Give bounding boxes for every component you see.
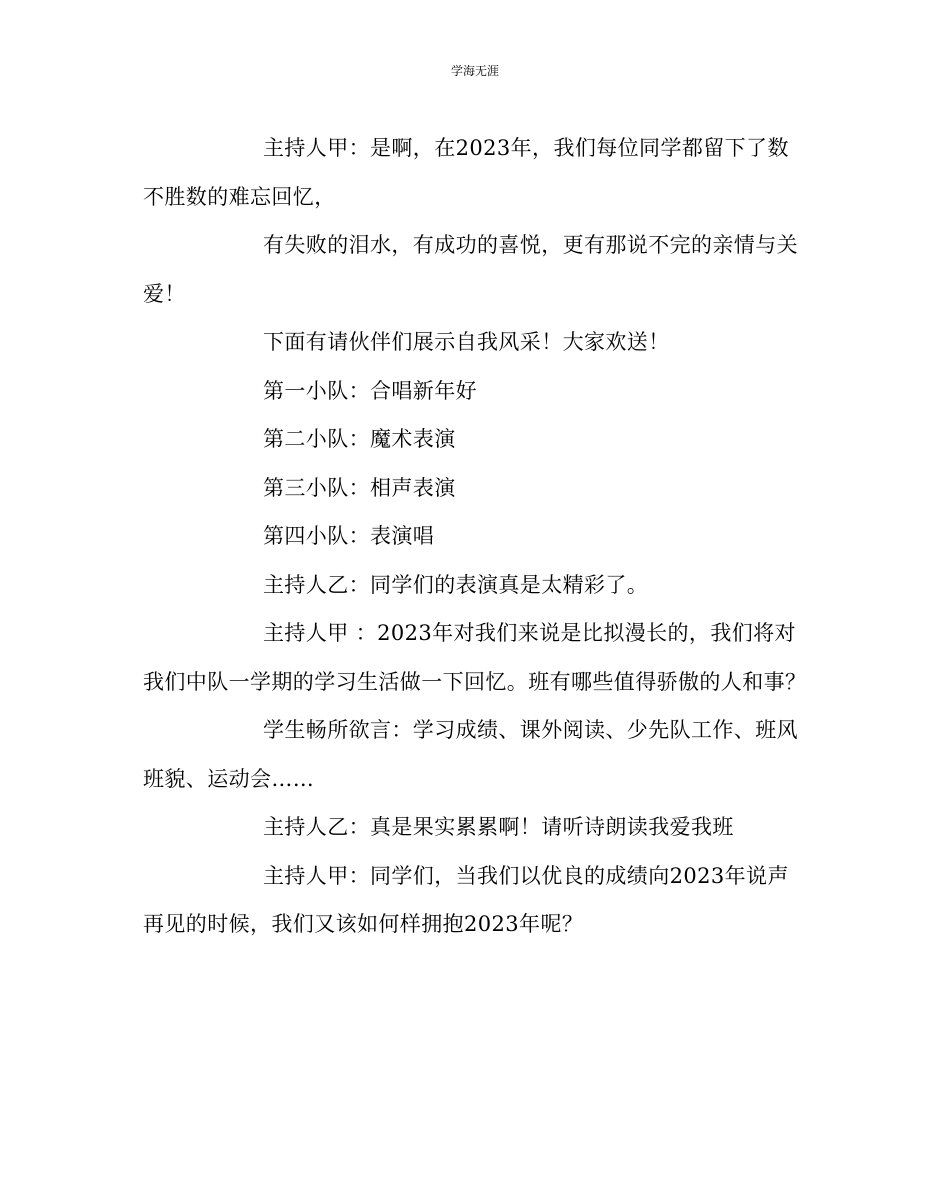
paragraph: 主持人甲：同学们，当我们以优良的成绩向2023年说声再见的时候，我们又该如何样拥抱2023年呢？ — [143, 863, 789, 936]
paragraph: 有失败的泪水，有成功的喜悦，更有那说不完的亲情与关爱！ — [143, 233, 798, 306]
paragraph: 主持人乙：同学们的表演真是太精彩了。 — [263, 572, 649, 597]
paragraph: 主持人甲 ：2023年对我们来说是比拟漫长的，我们将对我们中队一学期的学习生活做一下回忆。班有哪些值得骄傲的人和事？ — [143, 621, 807, 694]
paragraph: 第一小队：合唱新年好 — [263, 378, 477, 403]
paragraph: 第二小队：魔术表演 — [263, 427, 456, 451]
paragraph: 学生畅所欲言：学习成绩、课外阅读、少先队工作、班风班貌、运动会…… — [143, 718, 798, 791]
paragraph: 主持人甲：是啊，在2023年，我们每位同学都留下了数不胜数的难忘回忆， — [143, 136, 789, 209]
paragraph: 第三小队：相声表演 — [263, 475, 456, 500]
paragraph: 主持人乙：真是果实累累啊！请听诗朗读我爱我班 — [263, 815, 734, 839]
document-body — [143, 124, 808, 949]
paragraph: 第四小队：表演唱 — [263, 524, 435, 548]
paragraph: 下面有请伙伴们展示自我风采！大家欢送！ — [263, 330, 670, 354]
page-header: 学海无涯 — [450, 64, 499, 78]
